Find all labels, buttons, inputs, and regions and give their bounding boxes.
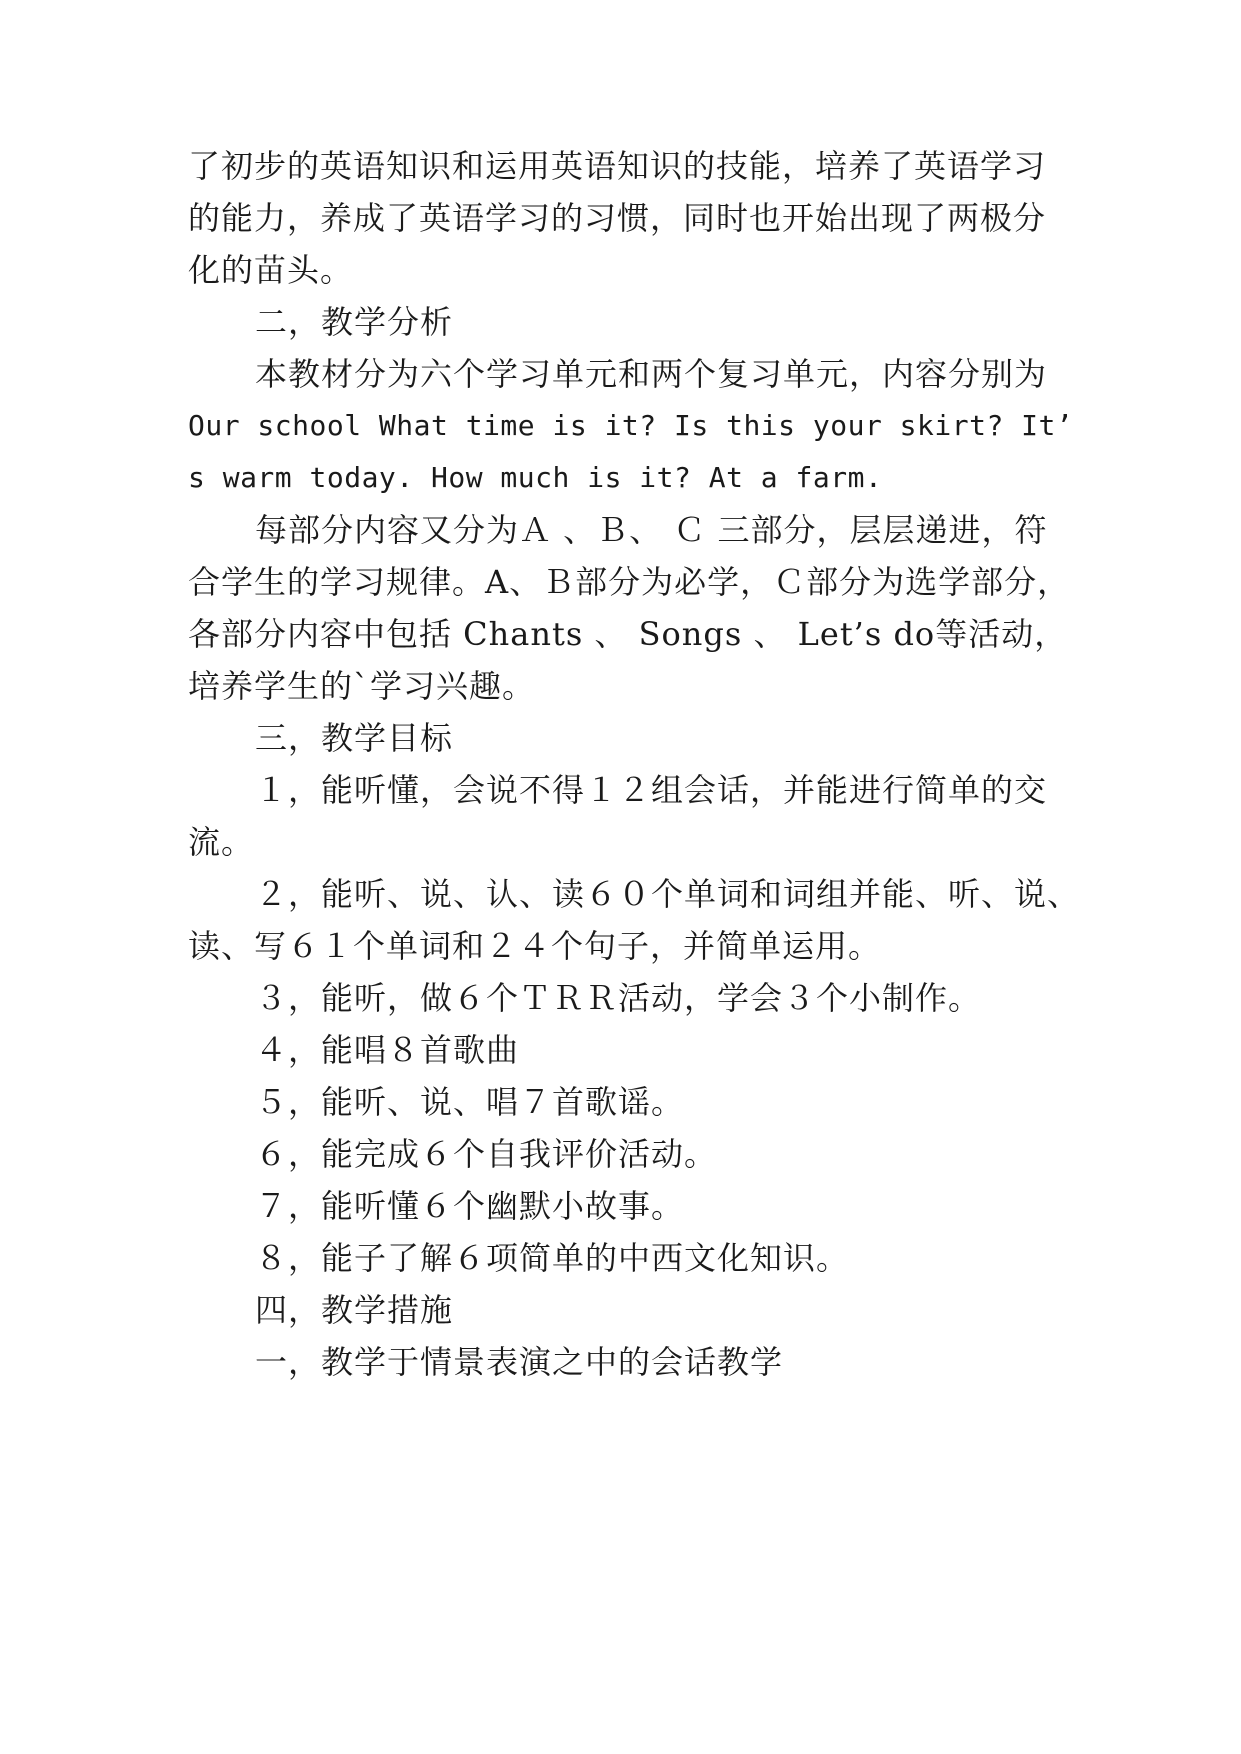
paragraph-line: 合学生的学习规律。A、Ｂ部分为必学，Ｃ部分为选学部分， <box>188 563 1071 601</box>
list-item-continuation: 读、写６１个单词和２４个句子，并简单运用。 <box>188 927 882 965</box>
paragraph-line: 培养学生的`学习兴趣。 <box>188 667 536 705</box>
list-item: ８，能子了解６项简单的中西文化知识。 <box>255 1239 850 1277</box>
section-heading: 三，教学目标 <box>255 719 454 757</box>
list-item: ２，能听、说、认、读６０个单词和词组并能、听、说、 <box>255 875 1081 913</box>
list-item-continuation: 流。 <box>188 823 255 861</box>
paragraph-line: 本教材分为六个学习单元和两个复习单元，内容分别为 <box>255 355 1048 393</box>
paragraph-line: 各部分内容中包括 Chants 、 Songs 、 Let’s do等活动， <box>188 615 1068 653</box>
list-item: ３，能听，做６个ＴＲＲ活动，学会３个小制作。 <box>255 979 982 1017</box>
list-item: ５，能听、说、唱７首歌谣。 <box>255 1083 685 1121</box>
paragraph-line: s warm today. How much is it? At a farm. <box>188 461 883 494</box>
list-item: ４，能唱８首歌曲 <box>255 1031 520 1069</box>
paragraph-line: 的能力，养成了英语学习的习惯，同时也开始出现了两极分 <box>188 199 1047 237</box>
section-heading: 四，教学措施 <box>255 1291 454 1329</box>
paragraph-line: 每部分内容又分为Ａ 、Ｂ、 Ｃ 三部分，层层递进，符 <box>255 511 1048 549</box>
paragraph-line: Our school What time is it? Is this your skirt? It’ <box>188 409 1074 442</box>
subsection-heading: 一，教学于情景表演之中的会话教学 <box>255 1343 784 1381</box>
section-heading: 二，教学分析 <box>255 303 454 341</box>
list-item: １，能听懂，会说不得１２组会话，并能进行简单的交 <box>255 771 1048 809</box>
list-item: ６，能完成６个自我评价活动。 <box>255 1135 718 1173</box>
list-item: ７，能听懂６个幽默小故事。 <box>255 1187 685 1225</box>
paragraph-line: 了初步的英语知识和运用英语知识的技能，培养了英语学习 <box>188 147 1047 185</box>
paragraph-line: 化的苗头。 <box>188 251 354 289</box>
